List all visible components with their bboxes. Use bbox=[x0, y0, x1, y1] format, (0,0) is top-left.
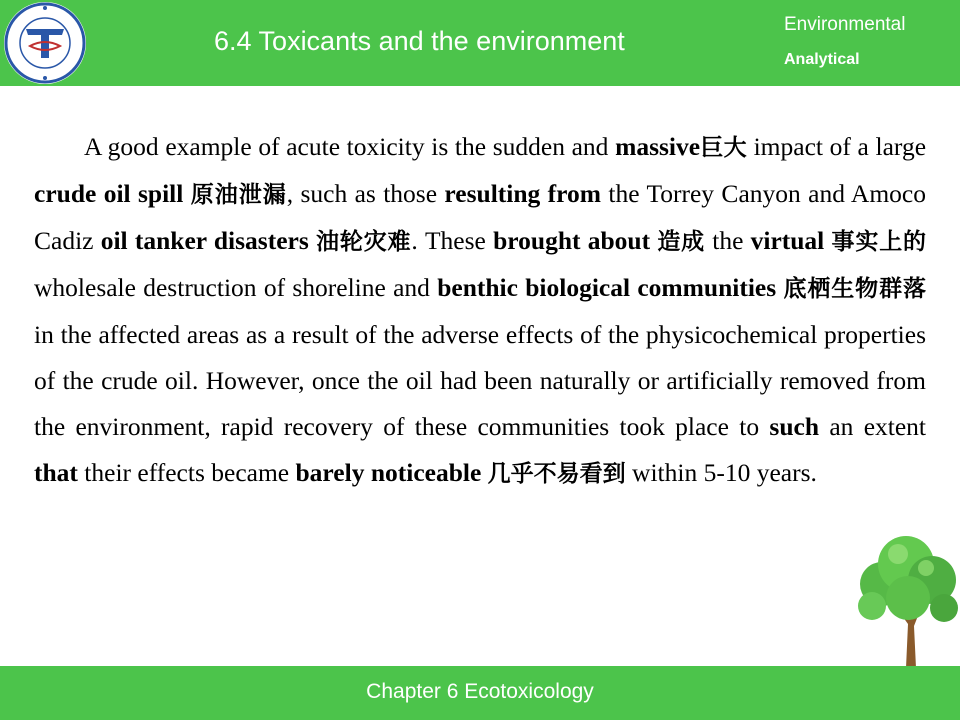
university-seal-icon bbox=[4, 2, 86, 84]
text-segment: the bbox=[705, 226, 751, 255]
text-segment: impact of a large bbox=[746, 132, 927, 161]
text-segment: A good example of acute toxicity is the sudden and bbox=[84, 132, 616, 161]
text-segment: their effects became bbox=[77, 458, 296, 487]
text-segment bbox=[824, 226, 831, 255]
footer-bar bbox=[0, 666, 960, 720]
key-term: virtual bbox=[750, 226, 825, 255]
text-segment bbox=[309, 226, 316, 255]
key-term: benthic biological communities bbox=[437, 273, 777, 302]
chinese-gloss: 底栖生物群落 bbox=[783, 276, 926, 302]
header-bar bbox=[0, 0, 960, 86]
text-segment: . These bbox=[411, 226, 494, 255]
brand-line-1: Environmental bbox=[784, 14, 906, 35]
chinese-gloss: 事实上的 bbox=[831, 229, 927, 255]
slide-title: 6.4 Toxicants and the environment bbox=[214, 26, 625, 56]
text-segment: within 5-10 years. bbox=[625, 458, 817, 487]
chinese-gloss: 油轮灾难 bbox=[316, 229, 412, 255]
body-paragraph bbox=[34, 124, 926, 497]
key-term: that bbox=[34, 458, 78, 487]
key-term: massive bbox=[615, 132, 701, 161]
text-segment: , such as those bbox=[286, 179, 445, 208]
text-segment: wholesale destruction of shoreline and bbox=[34, 273, 438, 302]
brand-line-2: Analytical bbox=[784, 51, 860, 68]
text-segment: in the affected areas as a result of the adverse effects of the physicochemical properties of the crude oil. However, once the oil had been naturally or artificially removed from the environment, rapid recovery of these communities took place to bbox=[34, 320, 926, 441]
chinese-gloss: 原油泄漏 bbox=[190, 182, 287, 208]
chapter-label: Chapter 6 Ecotoxicology bbox=[366, 680, 594, 703]
key-term: such bbox=[769, 412, 820, 441]
key-term: brought about bbox=[493, 226, 651, 255]
key-term: oil tanker disasters bbox=[100, 226, 309, 255]
text-segment bbox=[183, 179, 190, 208]
chinese-gloss: 几乎不易看到 bbox=[487, 461, 626, 487]
chinese-gloss: 巨大 bbox=[700, 135, 747, 161]
tree-icon bbox=[846, 528, 960, 668]
chinese-gloss: 造成 bbox=[657, 229, 706, 255]
key-term: resulting from bbox=[444, 179, 602, 208]
text-segment: an extent bbox=[819, 412, 927, 441]
text-segment: the Torrey Canyon and Amoco Cadiz bbox=[34, 179, 926, 255]
key-term: barely noticeable bbox=[295, 458, 482, 487]
key-term: crude oil spill bbox=[34, 179, 184, 208]
